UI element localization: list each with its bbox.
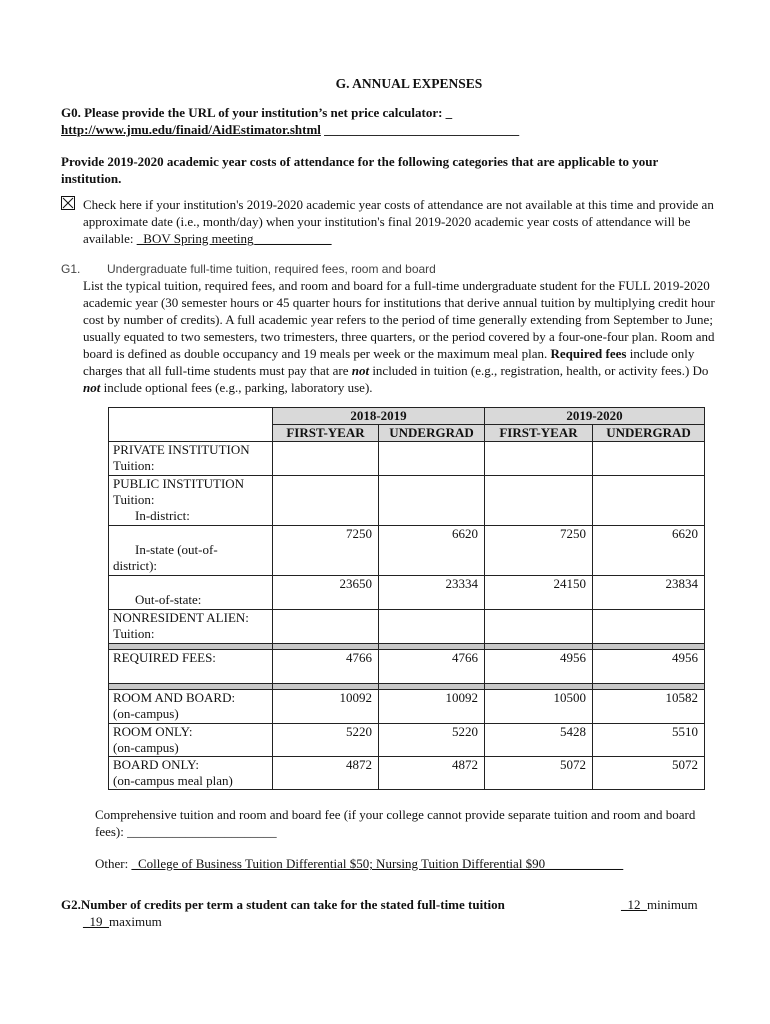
section-title: G. ANNUAL EXPENSES [335, 76, 483, 91]
other-line [95, 855, 623, 872]
g1-heading: Undergraduate full-time tuition, required fees, room and board [107, 262, 436, 276]
g0-answer [61, 121, 519, 138]
year-header-2018-2019: 2018-2019 [273, 408, 485, 425]
instate-ug-2018[interactable]: 6620 [379, 526, 485, 576]
max-label: maximum [109, 914, 162, 929]
table-corner-cell [109, 408, 273, 442]
col-undergrad-2018: UNDERGRAD [379, 425, 485, 442]
fees-fy-2019[interactable]: 4956 [485, 650, 593, 684]
outstate-ug-2019[interactable]: 23834 [593, 576, 705, 610]
g1-para-5c: include only [626, 346, 695, 361]
checkbox-x-icon [62, 197, 74, 209]
table-row [109, 757, 705, 790]
year-header-2019-2020: 2019-2020 [485, 408, 705, 425]
not-emphasis-2: not [83, 380, 101, 395]
table-row [109, 610, 705, 644]
instate-l2: district): [113, 558, 158, 573]
g0-blank: ______________________________ [320, 122, 520, 137]
roomboard-l2: (on-campus) [113, 706, 179, 721]
table-year-row [109, 408, 705, 425]
private-l1: PRIVATE INSTITUTION [113, 442, 250, 457]
fees-label: REQUIRED FEES: [109, 650, 273, 684]
available-date-field[interactable]: _BOV Spring meeting____________ [136, 231, 332, 246]
min-credits-field[interactable]: _12_ [621, 897, 647, 912]
fees-fy-2018[interactable]: 4766 [273, 650, 379, 684]
other-label: Other: [95, 856, 132, 871]
roomonly-ug-2018[interactable]: 5220 [379, 724, 485, 757]
g2-max [83, 913, 162, 930]
outstate-ug-2018[interactable]: 23334 [379, 576, 485, 610]
instate-label [109, 526, 273, 576]
instate-fy-2019[interactable]: 7250 [485, 526, 593, 576]
table-row [109, 526, 705, 576]
fees-ug-2018[interactable]: 4766 [379, 650, 485, 684]
nonres-ug-2019[interactable] [593, 610, 705, 644]
not-emphasis: not [351, 363, 370, 378]
g1-para-line-1: List the typical tuition, required fees, and room and board for a full-time undergraduate student for the FULL 2019-2020 [83, 278, 710, 293]
min-label: minimum [647, 897, 698, 912]
g1-para-line-6 [83, 362, 708, 379]
g1-para-line-3: cost by number of credits). A full academic year refers to the period of time generally extending from September to June; [83, 312, 713, 327]
comprehensive-line-2[interactable]: fees): _______________________ [95, 824, 277, 839]
g2-min [621, 896, 698, 913]
roomonly-label [109, 724, 273, 757]
nonres-fy-2019[interactable] [485, 610, 593, 644]
roomboard-label [109, 690, 273, 724]
roomonly-fy-2018[interactable]: 5220 [273, 724, 379, 757]
roomboard-ug-2019[interactable]: 10582 [593, 690, 705, 724]
net-price-calculator-url[interactable]: http://www.jmu.edu/finaid/AidEstimator.shtml [61, 122, 321, 137]
col-undergrad-2019: UNDERGRAD [593, 425, 705, 442]
roomonly-l2: (on-campus) [113, 740, 179, 755]
nonres-ug-2018[interactable] [379, 610, 485, 644]
table-row [109, 576, 705, 610]
outstate-fy-2018[interactable]: 23650 [273, 576, 379, 610]
nonres-fy-2018[interactable] [273, 610, 379, 644]
indistrict-ug-2019[interactable] [593, 476, 705, 526]
roomonly-ug-2019[interactable]: 5510 [593, 724, 705, 757]
public-l2: Tuition: [113, 492, 155, 507]
table-row [109, 724, 705, 757]
comprehensive-line-1: Comprehensive tuition and room and board fee (if your college cannot provide separate tuition and room and board [95, 807, 696, 822]
g1-para-7b: include optional fees (e.g., parking, laboratory use). [100, 380, 373, 395]
outstate-fy-2019[interactable]: 24150 [485, 576, 593, 610]
checkbox-text-2: approximate date (i.e., month/day) when your institution's final 2019-2020 academic year costs of attendance will be [83, 214, 691, 229]
indistrict-fy-2019[interactable] [485, 476, 593, 526]
boardonly-l1: BOARD ONLY: [113, 757, 199, 772]
required-fees-term: Required fees [550, 346, 627, 361]
cost-of-attendance-table [108, 407, 705, 790]
g1-para-6c: included in tuition (e.g., registration, health, or activity fees.) Do [369, 363, 709, 378]
outstate-label [109, 576, 273, 610]
other-field[interactable]: _College of Business Tuition Differential $50; Nursing Tuition Differential $90____________ [131, 856, 624, 871]
table-row [109, 442, 705, 476]
table-row [109, 690, 705, 724]
private-l2: Tuition: [113, 458, 155, 473]
private-fy-2019[interactable] [485, 442, 593, 476]
nonres-l2: Tuition: [113, 626, 155, 641]
nonres-l1: NONRESIDENT ALIEN: [113, 610, 249, 625]
available-label: available: [83, 231, 137, 246]
instate-l1: In-state (out-of- [135, 542, 218, 557]
indistrict-ug-2018[interactable] [379, 476, 485, 526]
g1-para-6a: charges that all full-time students must pay that are [83, 363, 352, 378]
roomboard-fy-2019[interactable]: 10500 [485, 690, 593, 724]
instruction-line-1: Provide 2019-2020 academic year costs of attendance for the following categories that are applicable to your [61, 154, 659, 169]
nonres-label [109, 610, 273, 644]
roomonly-l1: ROOM ONLY: [113, 724, 193, 739]
outstate-l1: Out-of-state: [135, 592, 202, 607]
g1-para-line-7 [83, 379, 373, 396]
table-row [109, 476, 705, 526]
indistrict-fy-2018[interactable] [273, 476, 379, 526]
roomboard-ug-2018[interactable]: 10092 [379, 690, 485, 724]
boardonly-ug-2019[interactable]: 5072 [593, 757, 705, 790]
instate-fy-2018[interactable]: 7250 [273, 526, 379, 576]
g1-para-5a: board is defined as double occupancy and 19 meals per week or the maximum meal plan. [83, 346, 551, 361]
roomboard-fy-2018[interactable]: 10092 [273, 690, 379, 724]
g0-question: G0. Please provide the URL of your institution’s net price calculator: _ [61, 105, 453, 120]
private-label [109, 442, 273, 476]
g1-para-line-4: usually equated to two semesters, two trimesters, three quarters, or the period covered by a four-one-four plan. Room and [83, 329, 715, 344]
boardonly-ug-2018[interactable]: 4872 [379, 757, 485, 790]
checkbox-text-3 [83, 230, 332, 247]
roomonly-fy-2019[interactable]: 5428 [485, 724, 593, 757]
instruction-line-2: institution. [61, 171, 122, 186]
boardonly-label [109, 757, 273, 790]
roomboard-l1: ROOM AND BOARD: [113, 690, 236, 705]
col-first-year-2018: FIRST-YEAR [273, 425, 379, 442]
public-l3: In-district: [135, 508, 190, 523]
table-row [109, 650, 705, 684]
checkbox-text-1: Check here if your institution's 2019-2020 academic year costs of attendance are not available at this time and provide an [83, 197, 714, 212]
private-fy-2018[interactable] [273, 442, 379, 476]
public-label [109, 476, 273, 526]
boardonly-fy-2019[interactable]: 5072 [485, 757, 593, 790]
col-first-year-2019: FIRST-YEAR [485, 425, 593, 442]
private-ug-2018[interactable] [379, 442, 485, 476]
instate-ug-2019[interactable]: 6620 [593, 526, 705, 576]
g2-question: G2.Number of credits per term a student can take for the stated full-time tuition [61, 897, 505, 912]
max-credits-field[interactable]: _19_ [83, 914, 109, 929]
public-l1: PUBLIC INSTITUTION [113, 476, 245, 491]
g1-number: G1. [61, 262, 81, 276]
private-ug-2019[interactable] [593, 442, 705, 476]
g1-para-line-5 [83, 345, 694, 362]
g1-para-line-2: academic year (30 semester hours or 45 quarter hours for institutions that derive annual tuition by multiplying credit hour [83, 295, 715, 310]
costs-unavailable-checkbox[interactable] [61, 196, 75, 210]
boardonly-l2: (on-campus meal plan) [113, 773, 233, 788]
boardonly-fy-2018[interactable]: 4872 [273, 757, 379, 790]
fees-ug-2019[interactable]: 4956 [593, 650, 705, 684]
